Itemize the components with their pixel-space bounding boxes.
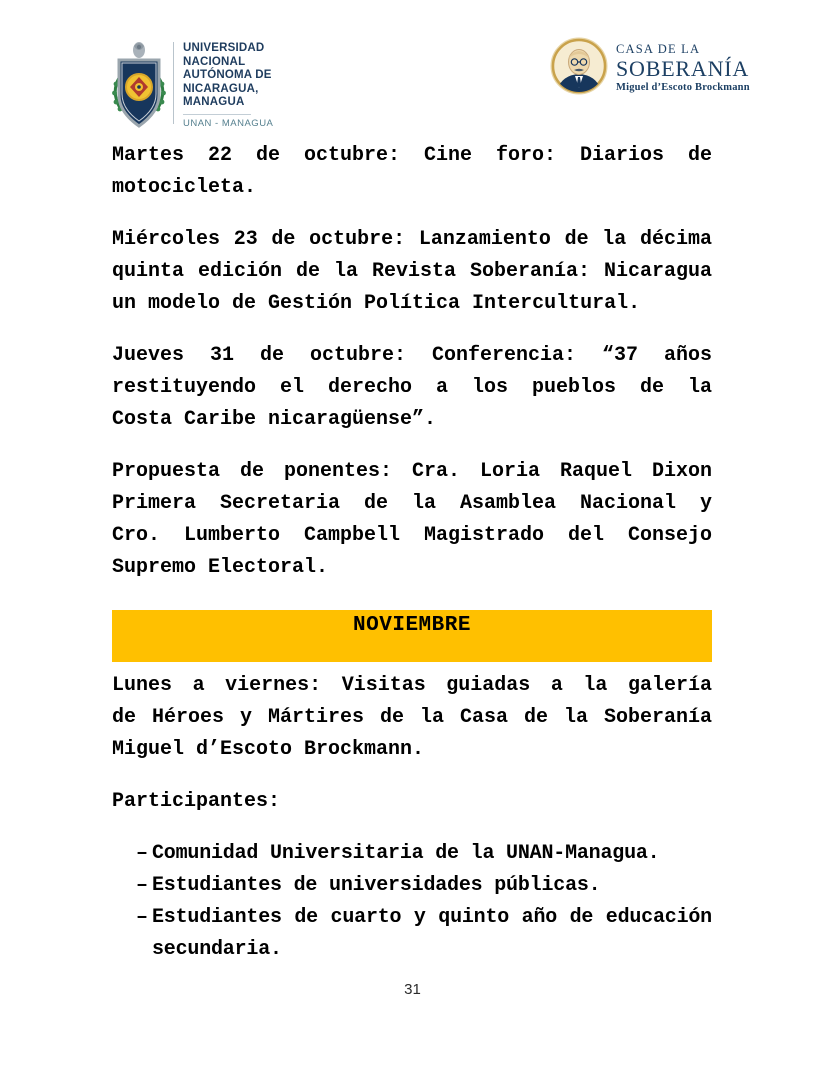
casa-medallion-icon <box>549 36 609 98</box>
text-line: Miércoles 23 de octubre: Lanzamiento de la décima <box>112 228 712 251</box>
text-line: Estudiantes de cuarto y quinto año de educación <box>152 906 712 929</box>
text-line: quinta edición de la Revista Soberanía: Nicaragua <box>112 260 712 283</box>
list-item <box>112 902 712 966</box>
unan-rule <box>183 114 251 115</box>
unan-name-line: NACIONAL <box>183 55 246 68</box>
paragraph <box>112 456 712 584</box>
casa-soberania-logo <box>549 36 750 98</box>
text-line: Cro. Lumberto Campbell Magistrado del Consejo <box>112 524 712 547</box>
casa-text-block <box>616 36 750 93</box>
text-line: de Héroes y Mártires de la Casa de la Soberanía <box>112 706 712 729</box>
dash-bullet: – <box>136 906 148 929</box>
text-line: secundaria. <box>152 938 282 961</box>
unan-name-line: UNIVERSIDAD <box>183 42 265 54</box>
paragraph <box>112 786 712 818</box>
text-line: Lunes a viernes: Visitas guiadas a la galería <box>112 674 712 697</box>
text-line: Estudiantes de universidades públicas. <box>152 874 601 897</box>
text-line: motocicleta. <box>112 176 257 199</box>
text-line: restituyendo el derecho a los pueblos de la <box>112 376 712 399</box>
paragraph <box>112 340 712 436</box>
casa-subtitle: Miguel d’Escoto Brockmann <box>616 82 750 93</box>
list-item <box>112 838 712 870</box>
month-banner: NOVIEMBRE <box>112 610 712 662</box>
casa-title-small: CASA DE LA <box>616 42 701 56</box>
participants-list <box>112 838 712 966</box>
unan-shield-icon <box>112 40 166 130</box>
paragraph <box>112 140 712 204</box>
dash-bullet: – <box>136 842 148 865</box>
text-line: un modelo de Gestión Política Intercultural. <box>112 292 641 315</box>
unan-name-line: AUTÓNOMA DE <box>183 69 272 81</box>
text-line: Miguel d’Escoto Brockmann. <box>112 738 425 761</box>
page-number: 31 <box>404 981 421 998</box>
paragraph <box>112 224 712 320</box>
list-item-text <box>152 902 712 966</box>
text-line: Costa Caribe nicaragüense”. <box>112 408 437 431</box>
text-line: Martes 22 de octubre: Cine foro: Diarios de <box>112 144 712 167</box>
document-body <box>112 140 712 966</box>
text-line: Participantes: <box>112 790 281 813</box>
unan-name <box>183 42 273 110</box>
text-line: Jueves 31 de octubre: Conferencia: “37 años <box>112 344 712 367</box>
text-line: Comunidad Universitaria de la UNAN-Managua. <box>152 842 660 865</box>
unan-text-block <box>183 40 273 129</box>
unan-subtitle: UNAN - MANAGUA <box>183 117 274 129</box>
text-line: Primera Secretaria de la Asamblea Nacional y <box>112 492 712 515</box>
list-item-text <box>152 870 712 902</box>
logo-divider <box>173 42 174 124</box>
list-item-text <box>152 838 712 870</box>
dash-bullet: – <box>136 874 148 897</box>
paragraph <box>112 670 712 766</box>
unan-logo <box>112 40 273 130</box>
casa-title-large: SOBERANÍA <box>616 56 750 81</box>
text-line: Propuesta de ponentes: Cra. Loria Raquel Dixon <box>112 460 712 483</box>
text-line: Supremo Electoral. <box>112 556 329 579</box>
list-item <box>112 870 712 902</box>
unan-name-line: MANAGUA <box>183 96 245 108</box>
unan-name-line: NICARAGUA, <box>183 82 259 95</box>
